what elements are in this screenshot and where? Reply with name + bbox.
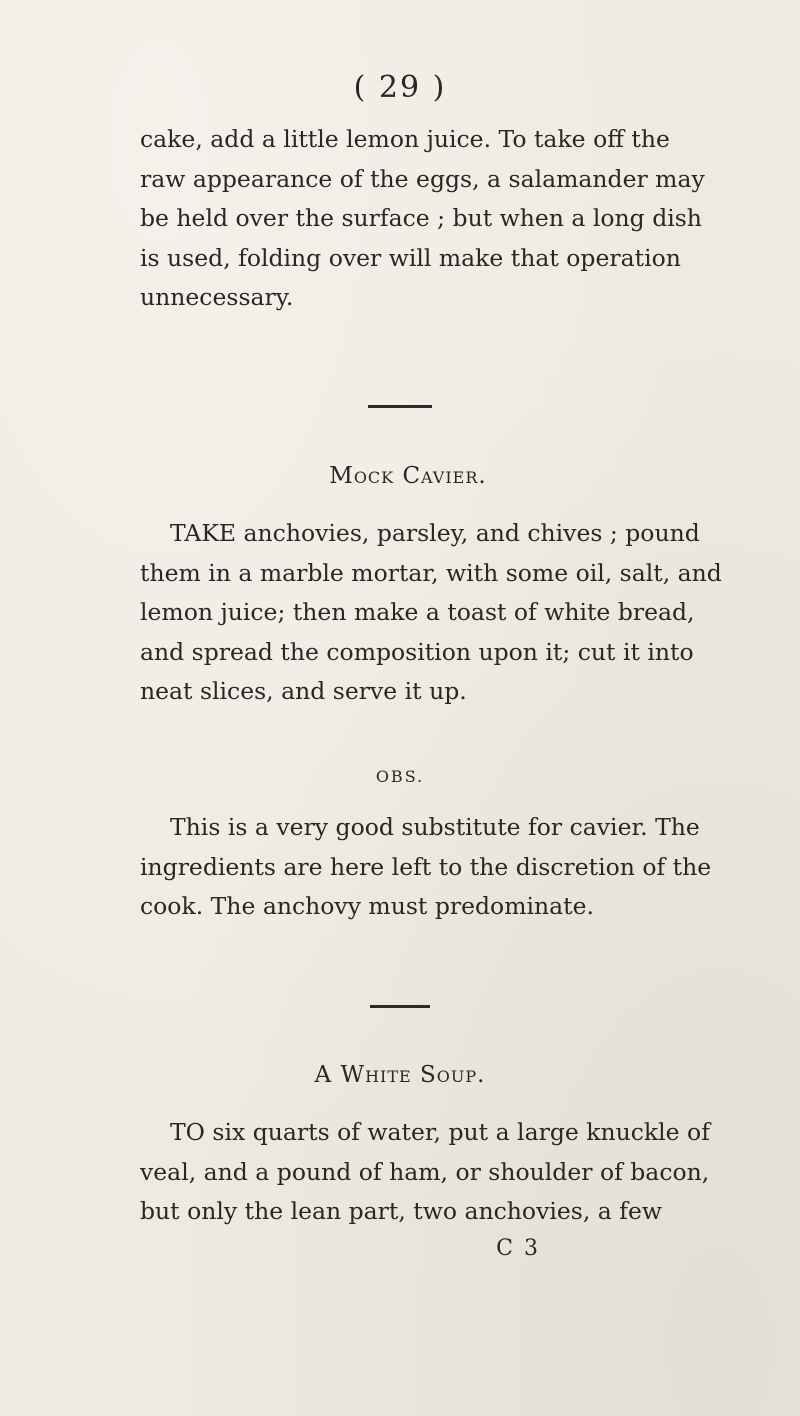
obs-label: OBS. [375, 767, 425, 786]
recipe-body-mock-cavier [140, 514, 722, 712]
obs-body-mock-cavier [140, 808, 712, 927]
text-line: and spread the composition upon it; cut it into [140, 637, 694, 666]
text-line: cook. The anchovy must predominate. [140, 892, 594, 920]
signature-mark: C 3 [496, 1236, 540, 1261]
text-line: This is a very good substitute for cavier. The [170, 813, 700, 841]
text-line: cake, add a little lemon juice. To take off the [140, 125, 670, 153]
text-line: TO six quarts of water, put a large knuckle of [170, 1118, 710, 1146]
text-line: TAKE anchovies, parsley, and chives ; pound [170, 519, 700, 547]
recipe-body-white-soup [140, 1113, 710, 1232]
text-line: lemon juice; then make a toast of white bread, [140, 598, 695, 626]
text-line: ingredients are here left to the discretion of the [140, 852, 712, 881]
section-divider [368, 405, 432, 408]
text-line: veal, and a pound of ham, or shoulder of bacon, [140, 1157, 710, 1186]
text-line: unnecessary. [140, 283, 294, 311]
text-line: is used, folding over will make that operation [140, 243, 681, 272]
page-number: ( 29 ) [353, 70, 447, 105]
text-line: but only the lean part, two anchovies, a few [140, 1197, 662, 1225]
text-line: be held over the surface ; but when a long dish [140, 204, 702, 232]
continued-paragraph [140, 120, 705, 318]
text-line: neat slices, and serve it up. [140, 677, 467, 705]
section-divider [370, 1005, 430, 1008]
text-line: raw appearance of the eggs, a salamander may [140, 164, 705, 193]
recipe-heading-mock-cavier: Mock Cavier. [329, 463, 487, 489]
recipe-heading-white-soup: A White Soup. [314, 1062, 486, 1088]
text-line: them in a marble mortar, with some oil, salt, and [140, 558, 722, 587]
